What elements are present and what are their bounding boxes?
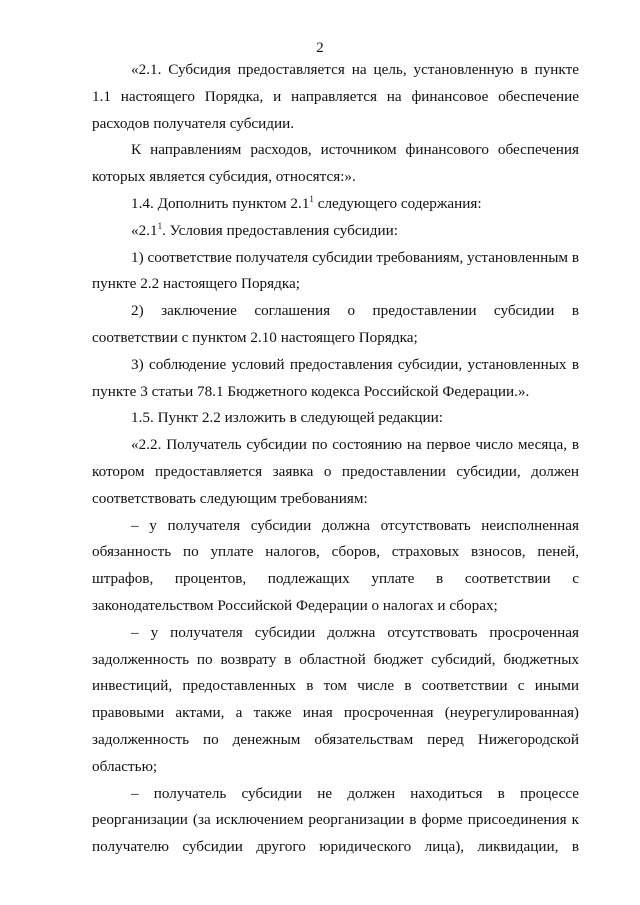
paragraph-1-5: 1.5. Пункт 2.2 изложить в следующей редакции: (131, 409, 444, 427)
paragraph-1-4-superscript: 1 (309, 193, 314, 204)
paragraph-2-1: «2.1. Субсидия предоставляется на цель, установленную в пункте 1.1 настоящего Порядка, и направляется на финансовое обеспечение расходов получателя субсидии. (92, 61, 579, 132)
condition-1: 1) соответствие получателя субсидии требованиям, установленным в пункте 2.2 настоящего Порядка; (92, 248, 579, 293)
paragraph-1-4 (92, 191, 579, 218)
page-number: 2 (316, 40, 324, 56)
paragraph-1-4-text-a: 1.4. Дополнить пунктом 2.1 (131, 194, 310, 212)
requirement-reorganization: – получатель субсидии не должен находиться в процессе реорганизации (за исключением реорганизации в форме присоединения к получателю субсидии другого юридического лица), ликвидации, в (92, 784, 579, 856)
requirement-tax-debt: – у получателя субсидии должна отсутствовать неисполненная обязанность по уплате налогов, сборов, страховых взносов, пеней, штрафов, процентов, подлежащих уплате в соответствии с законодательством Российской Федерации о налогах и сборах; (92, 516, 579, 614)
paragraph-2-1-1-text-b: . Условия предоставления субсидии: (162, 221, 398, 239)
paragraph-2-1-1 (92, 218, 579, 245)
document-body (92, 57, 579, 861)
paragraph-expense-directions: К направлениям расходов, источником финансового обеспечения которых является субсидия, относятся:». (92, 141, 579, 186)
requirement-budget-debt: – у получателя субсидии должна отсутствовать просроченная задолженность по возврату в областной бюджет субсидий, бюджетных инвестиций, предоставленных в том числе в соответствии с иными правовыми актами, а также иная просроченная (неурегулированная) задолженность по денежным обязательствам перед Нижегородской областью; (92, 623, 579, 775)
paragraph-1-4-text-b: следующего содержания: (313, 194, 482, 212)
paragraph-2-2: «2.2. Получатель субсидии по состоянию на первое число месяца, в котором предоставляется заявка о предоставлении субсидии, должен соответствовать следующим требованиям: (92, 436, 579, 507)
condition-2: 2) заключение соглашения о предоставлении субсидии в соответствии с пунктом 2.10 настоящего Порядка; (92, 302, 579, 346)
paragraph-2-1-1-text-a: «2.1 (131, 221, 158, 239)
paragraph-2-1-1-superscript: 1 (157, 220, 163, 231)
condition-3: 3) соблюдение условий предоставления субсидии, установленных в пункте 3 статьи 78.1 Бюджетного кодекса Российской Федерации.». (92, 355, 579, 400)
